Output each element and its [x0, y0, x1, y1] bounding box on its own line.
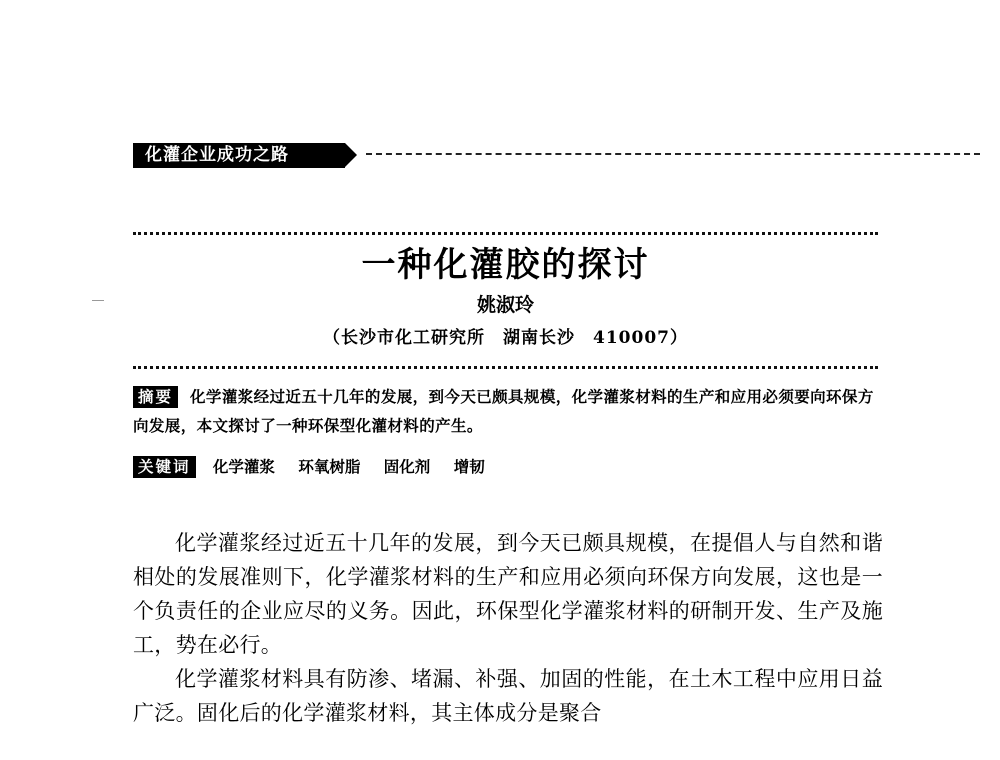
dotted-rule-top [133, 232, 878, 235]
abstract-label: 摘要 [133, 386, 178, 408]
paper-affiliation: （长沙市化工研究所 湖南长沙 410007） [323, 328, 688, 348]
margin-mark [92, 300, 104, 301]
dotted-rule-bottom [133, 366, 878, 369]
section-tag [133, 143, 345, 168]
abstract-text: 化学灌浆经过近五十几年的发展，到今天已颇具规模，化学灌浆材料的生产和应用必须要向环保方向发展，本文探讨了一种环保型化灌材料的产生。 [133, 387, 874, 435]
paper-title: 一种化灌胶的探讨 [361, 245, 650, 285]
keywords [133, 452, 883, 481]
keyword: 固化剂 [383, 457, 431, 476]
keywords-label: 关键词 [133, 456, 196, 478]
section-tag-arrow [345, 143, 357, 167]
body-paragraph: 化学灌浆材料具有防渗、堵漏、补强、加固的性能，在土木工程中应用日益广泛。固化后的化学灌浆材料，其主体成分是聚合 [133, 667, 883, 725]
abstract [133, 382, 883, 440]
body-text [133, 526, 883, 730]
keyword: 化学灌浆 [212, 457, 275, 476]
body-paragraph: 化学灌浆经过近五十几年的发展，到今天已颇具规模，在提倡人与自然和谐相处的发展准则下，化学灌浆材料的生产和应用必须向环保方向发展，这也是一个负责任的企业应尽的义务。因此，环保型化学灌浆材料的研制开发、生产及施工，势在必行。 [133, 531, 883, 657]
keyword: 环氧树脂 [298, 457, 361, 476]
paper-author: 姚淑玲 [476, 294, 534, 316]
keyword: 增韧 [453, 457, 485, 476]
section-divider [366, 153, 980, 155]
section-tag-label: 化灌企业成功之路 [145, 145, 289, 165]
